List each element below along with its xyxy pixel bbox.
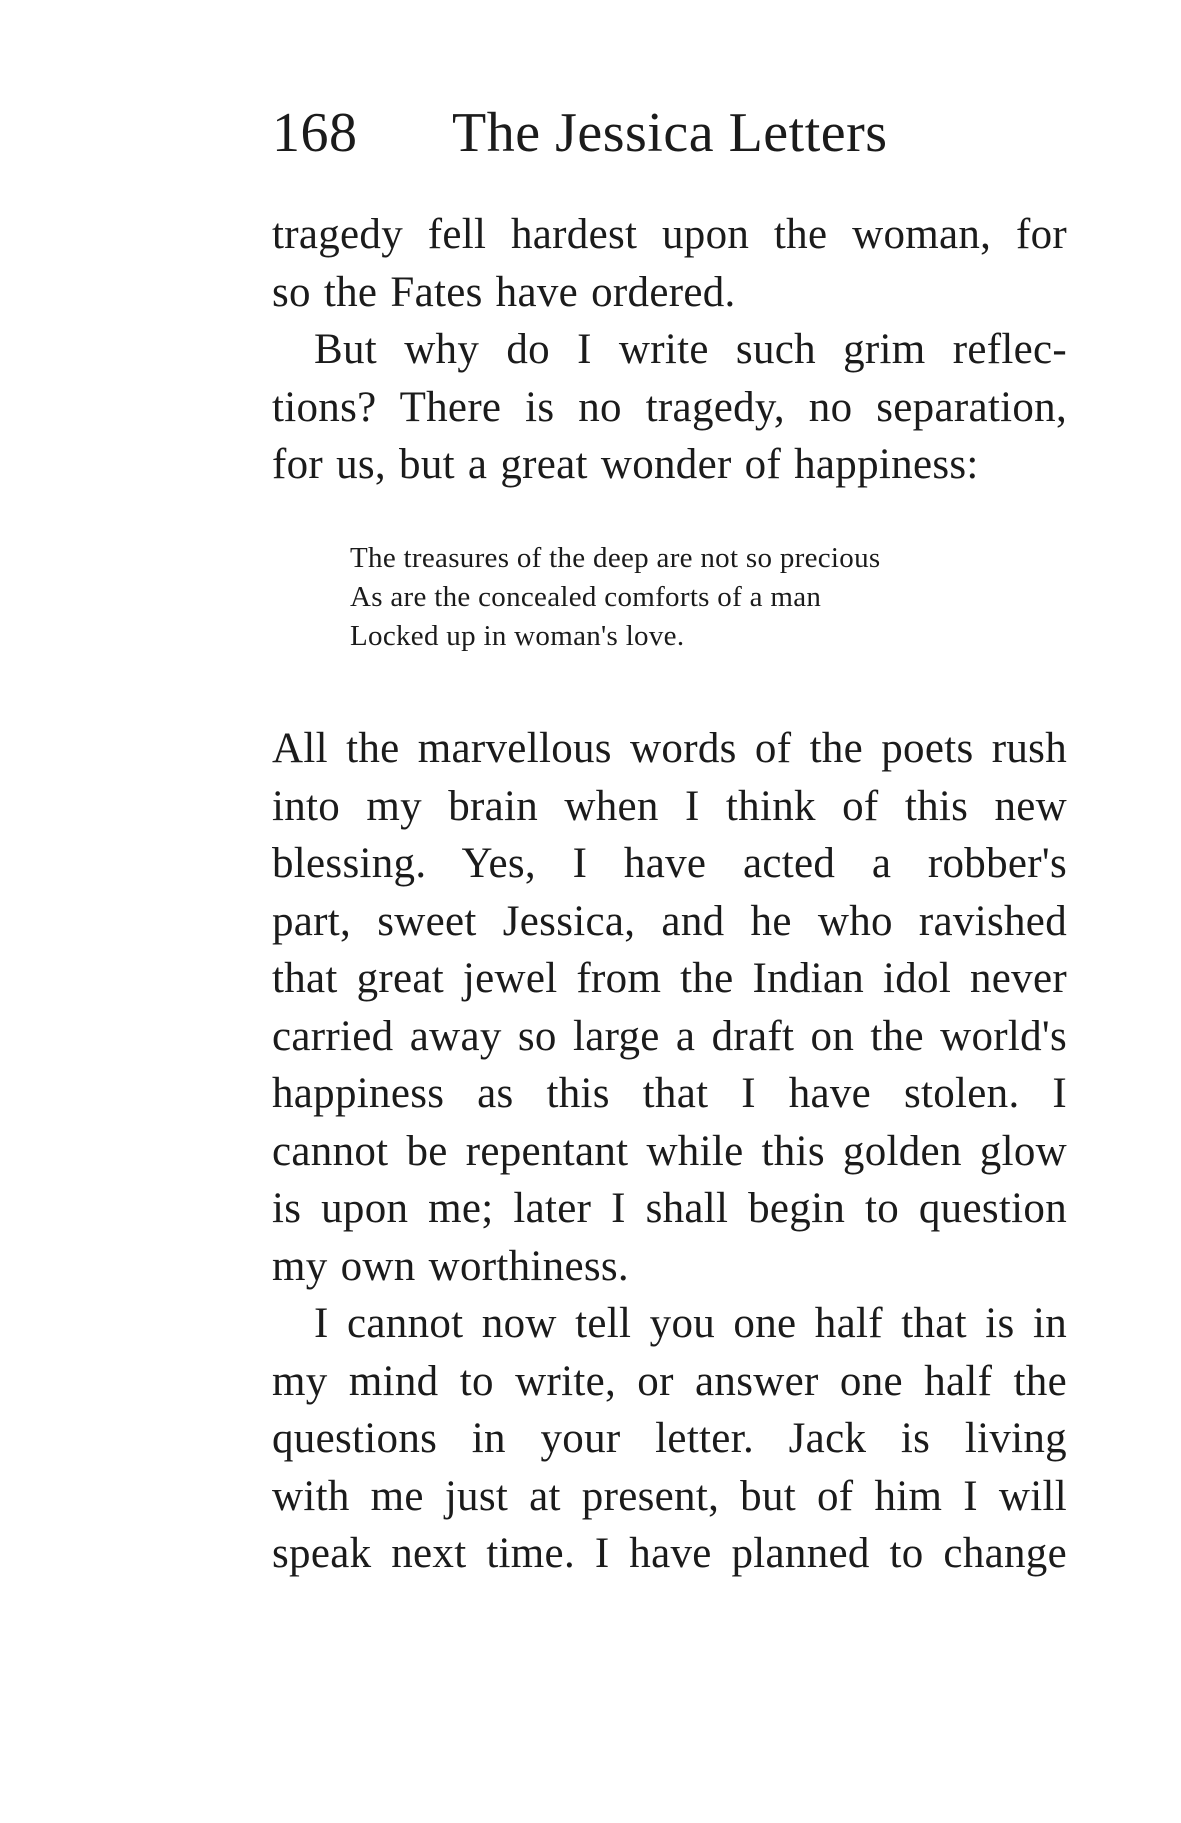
text-line: blessing. Yes, I have acted a robber's <box>272 840 1067 887</box>
text-line: my mind to write, or answer one half the <box>272 1357 1067 1405</box>
text-line: tions? There is no tragedy, no separation, <box>272 383 1067 431</box>
paragraph-3 <box>272 720 1067 1583</box>
block-quote <box>350 539 1010 656</box>
text-line: into my brain when I think of this new <box>272 782 1067 830</box>
paragraph-1 <box>272 206 1067 494</box>
quote-line: Locked up in woman's love. <box>350 620 685 652</box>
text-line: with me just at present, but of him I will <box>272 1472 1067 1520</box>
text-line: questions in your letter. Jack is living <box>272 1415 1067 1462</box>
text-line: so the Fates have ordered. <box>272 268 736 316</box>
text-line: cannot be repentant while this golden glow <box>272 1127 1067 1175</box>
text-line: But why do I write such grim reflec- <box>314 326 1067 373</box>
paragraph-2 <box>272 321 1067 494</box>
page-number: 168 <box>272 102 358 164</box>
text-line: is upon me; later I shall begin to question <box>272 1185 1067 1232</box>
text-line: that great jewel from the Indian idol never <box>272 955 1067 1002</box>
text-line: my own worthiness. <box>272 1242 629 1290</box>
text-line: part, sweet Jessica, and he who ravished <box>272 897 1067 945</box>
text-line: I cannot now tell you one half that is in <box>314 1300 1067 1347</box>
text-line: All the marvellous words of the poets rush <box>272 725 1067 772</box>
book-title: The Jessica Letters <box>452 102 888 164</box>
paragraph-4 <box>272 1295 1067 1583</box>
text-line: tragedy fell hardest upon the woman, for <box>272 211 1067 258</box>
text-line: for us, but a great wonder of happiness: <box>272 441 979 488</box>
text-line: happiness as this that I have stolen. I <box>272 1070 1067 1117</box>
quote-line: The treasures of the deep are not so precious <box>350 542 881 574</box>
text-line: carried away so large a draft on the world's <box>272 1012 1067 1060</box>
quote-line: As are the concealed comforts of a man <box>350 581 822 613</box>
text-line: speak next time. I have planned to change <box>272 1530 1067 1577</box>
running-head <box>272 98 888 168</box>
